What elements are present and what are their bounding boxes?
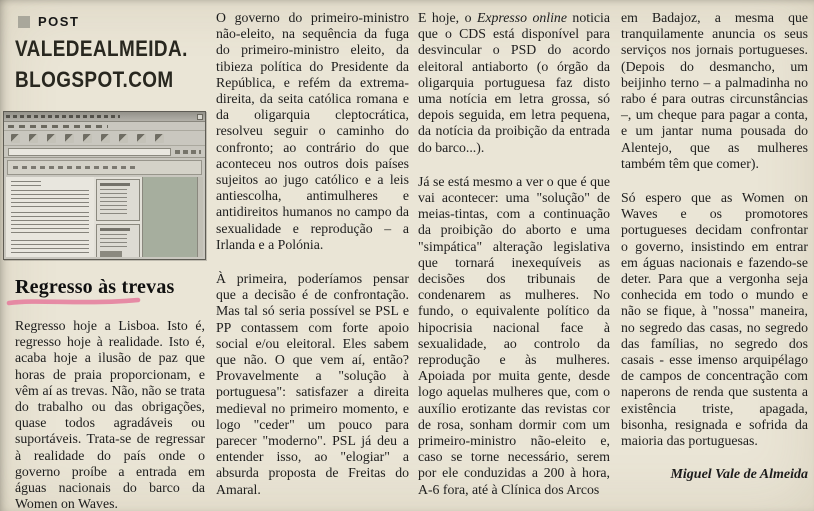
window-close-icon <box>197 114 203 120</box>
blog-url-line2: BLOGSPOT.COM <box>15 67 174 92</box>
paragraph <box>418 10 610 156</box>
sidebar-box-title-placeholder <box>100 183 130 186</box>
toolbar-icon <box>29 134 38 143</box>
sidebar-button-placeholder <box>100 251 122 257</box>
article-column-2 <box>216 10 409 511</box>
article-column-1 <box>15 318 205 511</box>
sidebar-archive-box <box>96 179 140 221</box>
sidebar-links-placeholder <box>100 189 127 217</box>
sidebar-links-box <box>96 224 140 257</box>
toolbar-icon <box>101 134 110 143</box>
browser-scrollbar <box>197 177 203 257</box>
toolbar-icon <box>47 134 56 143</box>
sidebar-box-title-placeholder <box>100 228 130 231</box>
blog-right-panel <box>142 177 197 257</box>
post-tag <box>18 14 79 29</box>
browser-menubar <box>4 122 205 131</box>
sidebar-links-placeholder <box>100 234 127 248</box>
titlebar-text-placeholder <box>6 115 120 118</box>
paragraph: Só espero que as Women on Waves e os promotores portugueses decidam confrontar o governo, insistindo em entrar em águas nacionais e fazendo-se deter. Para que a vergonha seja conhecida em todo o mundo e não se fique, à "nossa" maneira, no segredo das casas, no segredo das famílias, no segredo dos casais - esse imenso arquipélago de campos de concentração com naperons de renda que sustenta a existência triste, apagada, bisonha, resignada e sofrida da maioria das portuguesas. <box>621 190 808 449</box>
post-tag-square-icon <box>18 16 30 28</box>
blog-header-banner <box>7 160 202 175</box>
post-text-placeholder <box>11 212 89 236</box>
toolbar-icon <box>65 134 74 143</box>
blog-url <box>15 33 188 95</box>
toolbar-icon <box>155 134 164 143</box>
post-tag-label: POST <box>38 14 80 29</box>
paragraph: À primeira, poderíamos pensar que a decisão é de confrontação. Mas tal só seria possível se PSL e PP contassem com forte apoio social e/ou eleitoral. Eles sabem que não. O que vem aí, então? Provavelmente a "solução à portuguesa": satisfazer a direita medieval no primeiro momento, e logo "ceder" um pouco para parecer "moderno". PSL já deu a entender isso, ao "elogiar" a absurda proposta de Freitas do Amaral. <box>216 271 409 497</box>
pink-marker-underline <box>6 297 142 307</box>
paragraph-text: E hoje, o <box>418 10 477 25</box>
blog-page-content <box>6 177 203 257</box>
paragraph: O governo do primeiro-ministro não-eleito, na sequência da fuga do primeiro-ministro eleito, da tibieza política do Presidente da República, e refém da extrema-direita, da seita católica romana e da oligarquia cleptocrática, resolveu seguir o caminho do confronto; ao contrário do que aconteceu nos outros dois países sujeitos ao jugo católico e a leis antiescolha, antimulheres e antidireitos humanos no campo da sexualidade e reprodução – a Irlanda e a Polónia. <box>216 10 409 252</box>
blog-url-line1: VALEDEALMEIDA. <box>15 36 188 61</box>
paragraph: Regresso hoje a Lisboa. Isto é, regresso hoje à realidade. Isto é, acaba hoje a ilusão de paz que horas de praia proporcionam, e vêm aí as trevas. Não, não se trata do trabalho ou das obrigações, quase todos agradáveis ou suportáveis. Trata-se de regressar à realidade do país onde o governo proíbe a entrada em águas nacionais do barco da Women on Waves. <box>15 318 205 511</box>
byline: Miguel Vale de Almeida <box>670 467 808 483</box>
publication-name: Expresso online <box>476 10 567 25</box>
address-links-placeholder <box>175 150 201 154</box>
toolbar-icon <box>83 134 92 143</box>
paragraph: Já se está mesmo a ver o que é que vai acontecer: uma "solução" de meias-tintas, com a continuação da proibição do aborto e uma "simpática" alteração legislativa que tornará inexequíveis as decisões dos tribunais de condenarem as mulheres. No fundo, o equivalente político da hipocrisia nacional face à sexualidade, ao controlo da reprodução e às mulheres. Apoiada por muita gente, desde logo aquelas mulheres que, com o auxílio erotizante das revistas cor de rosa, sonham dormir com um primeiro-ministro não-eleito e, caso se torne necessário, serem por ele conduzidas a 200 à hora, A-6 fora, até à Clínica dos Arcos <box>418 173 610 497</box>
browser-titlebar <box>4 112 205 122</box>
address-field <box>8 148 171 156</box>
blog-post-column <box>6 177 94 257</box>
toolbar-icon <box>11 134 20 143</box>
paragraph-text: noticia que o CDS está disponível para desvincular o PSD do acordo eleitoral antiaborto (o órgão da oligarquia portuguesa faz disto uma notícia em letra grossa, só depois seguida, em letra pequena, da notícia da proibição da entrada do barco...). <box>418 10 610 155</box>
post-heading-placeholder <box>11 181 41 186</box>
post-text-placeholder <box>11 240 89 254</box>
article-column-3 <box>418 10 610 511</box>
paragraph: em Badajoz, a mesma que tranquilamente anuncia os seus serviços nos jornais portugueses. (Depois do desmancho, um beijinho terno – a palmadinha no rabo é para outras circunstâncias –, um cheque para pagar a conta, e um jantar numa pousada do Alentejo, que as mulheres também têm que comer). <box>621 10 808 171</box>
post-text-placeholder <box>11 190 89 208</box>
browser-address-bar <box>4 146 205 158</box>
browser-toolbar <box>4 131 205 146</box>
blog-screenshot <box>3 111 206 260</box>
toolbar-icon <box>137 134 146 143</box>
headline: Regresso às trevas <box>15 276 175 298</box>
article-column-4 <box>621 10 808 501</box>
toolbar-icon <box>119 134 128 143</box>
blog-sidebar <box>94 177 142 257</box>
